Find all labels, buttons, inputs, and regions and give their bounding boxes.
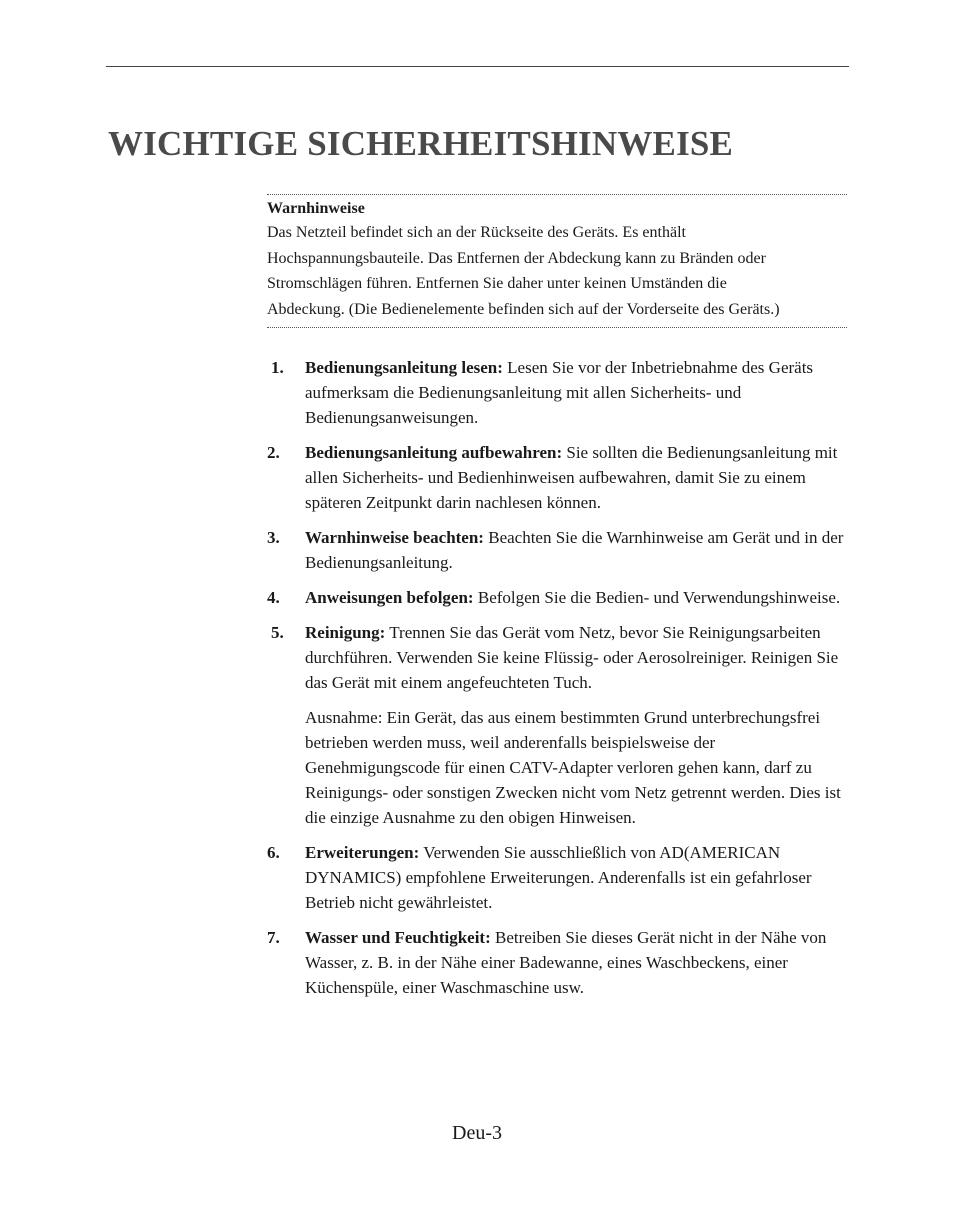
item-number: 5. <box>271 623 284 642</box>
list-item <box>267 840 852 915</box>
item-note: Ausnahme: Ein Gerät, das aus einem bestimmten Grund unterbrechungsfrei betrieben werden muss, weil anderenfalls beispielsweise der Genehmigungscode für einen CATV-Adapter verloren gehen kann, darf zu Reinigungs- oder sonstigen Zwecken nicht vom Netz getrennt werden. Dies ist die einzige Ausnahme zu den obigen Hinweisen. <box>305 708 841 827</box>
item-body <box>305 355 852 430</box>
item-number: 1. <box>271 358 284 377</box>
item-text: Lesen Sie vor der Inbetriebnahme des Geräts aufmerksam die Bedienungsanleitung mit allen Sicherheits- und Bedienungsanweisungen. <box>305 358 814 427</box>
item-label: Reinigung: <box>305 623 386 642</box>
item-label: Warnhinweise beachten: <box>305 528 484 547</box>
item-number: 3. <box>267 528 280 547</box>
list-item <box>267 525 852 575</box>
warning-heading: Warnhinweise <box>267 200 365 217</box>
item-text: Betreiben Sie dieses Gerät nicht in der Nähe von Wasser, z. B. in der Nähe einer Badewanne, eines Waschbeckens, einer Küchenspüle, einer Waschmaschine usw. <box>305 928 827 997</box>
list-item <box>267 620 852 830</box>
list-item <box>267 355 852 430</box>
item-text: Sie sollten die Bedienungsanleitung mit allen Sicherheits- und Bedienhinweisen aufbewahren, damit Sie zu einem späteren Zeitpunkt darin nachlesen können. <box>305 443 838 512</box>
item-body <box>305 840 852 915</box>
list-item <box>267 585 852 610</box>
item-body <box>305 525 852 575</box>
item-text: Beachten Sie die Warnhinweise am Gerät und in der Bedienungsanleitung. <box>305 528 844 572</box>
item-body <box>305 585 852 610</box>
item-label: Anweisungen befolgen: <box>305 588 474 607</box>
warning-line: Hochspannungsbauteile. Das Entfernen der Abdeckung kann zu Bränden oder <box>267 249 766 267</box>
item-text: Trennen Sie das Gerät vom Netz, bevor Sie Reinigungsarbeiten durchführen. Verwenden Sie keine Flüssig- oder Aerosolreiniger. Reinigen Sie das Gerät mit einem angefeuchteten Tuch. <box>305 623 839 692</box>
warning-box <box>267 194 847 328</box>
item-body <box>305 440 852 515</box>
item-number: 6. <box>267 843 280 862</box>
safety-list <box>267 355 852 1010</box>
list-item <box>267 440 852 515</box>
warning-line: Das Netzteil befindet sich an der Rückseite des Geräts. Es enthält <box>267 224 686 241</box>
item-text: Verwenden Sie ausschließlich von AD(AMERICAN DYNAMICS) empfohlene Erweiterungen. Anderenfalls ist ein gefahrloser Betrieb nicht gewährleistet. <box>305 843 812 912</box>
item-number: 7. <box>267 928 280 947</box>
top-rule <box>106 66 849 67</box>
warning-line: Stromschlägen führen. Entfernen Sie daher unter keinen Umständen die <box>267 275 727 292</box>
item-text: Befolgen Sie die Bedien- und Verwendungshinweise. <box>477 588 841 607</box>
list-item <box>267 925 852 1000</box>
item-number: 2. <box>267 443 280 462</box>
page-title: WICHTIGE SICHERHEITSHINWEISE <box>108 124 734 163</box>
item-label: Bedienungsanleitung lesen: <box>305 358 503 377</box>
item-body <box>305 925 852 1000</box>
item-number: 4. <box>267 588 280 607</box>
item-label: Wasser und Feuchtigkeit: <box>305 928 491 947</box>
item-body <box>305 620 852 830</box>
page-number: Deu-3 <box>452 1122 502 1144</box>
item-label: Bedienungsanleitung aufbewahren: <box>305 443 563 462</box>
warning-line: Abdeckung. (Die Bedienelemente befinden sich auf der Vorderseite des Geräts.) <box>267 300 780 318</box>
item-label: Erweiterungen: <box>305 843 420 862</box>
